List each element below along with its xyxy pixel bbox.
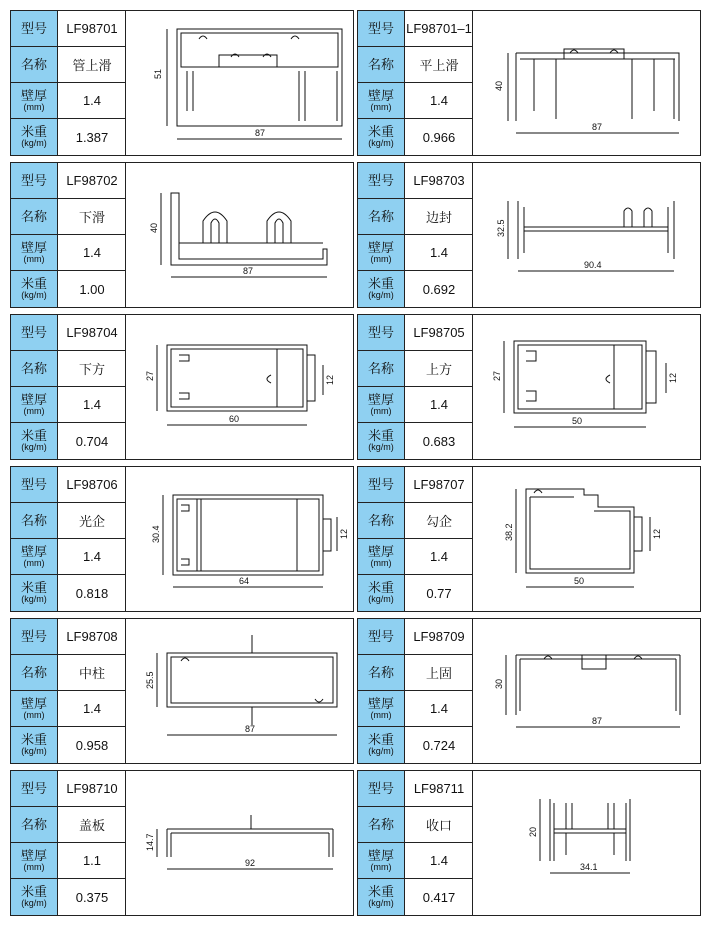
profile-section-drawing: [474, 467, 700, 611]
dimension-inner: 12: [668, 372, 678, 383]
label-name: 名称: [20, 208, 47, 224]
label-thickness-unit: (mm): [23, 861, 45, 872]
dimension-width: 50: [574, 576, 585, 586]
dimension-width: 60: [229, 414, 240, 424]
profile-card: [357, 466, 701, 612]
row-name: [11, 807, 126, 843]
row-model: [358, 619, 473, 655]
row-model: [11, 771, 126, 807]
spec-table: [11, 163, 126, 307]
row-weight: [11, 119, 126, 155]
weight-value: 0.966: [422, 129, 456, 145]
label-weight-unit: (kg/m): [368, 442, 394, 453]
spec-table: [358, 619, 473, 763]
profile-section-drawing: [474, 619, 700, 763]
label-thickness-unit: (mm): [23, 709, 45, 720]
model-value: LF98702: [66, 173, 118, 188]
dimension-width: 87: [243, 266, 254, 276]
spec-table: [358, 11, 473, 155]
spec-table: [11, 619, 126, 763]
name-value: 盖板: [78, 818, 105, 833]
row-name: [358, 655, 473, 691]
label-thickness: 壁厚: [20, 847, 47, 863]
label-model: 型号: [367, 172, 394, 188]
weight-value: 0.692: [422, 281, 456, 297]
label-model: 型号: [20, 628, 47, 644]
label-model: 型号: [367, 780, 394, 796]
dimension-width: 87: [245, 724, 256, 734]
label-thickness: 壁厚: [367, 543, 394, 559]
label-weight-unit: (kg/m): [368, 898, 394, 909]
label-thickness-unit: (mm): [370, 557, 392, 568]
label-name: 名称: [367, 664, 394, 680]
label-thickness: 壁厚: [20, 543, 47, 559]
spec-table: [358, 315, 473, 459]
thickness-value: 1.4: [82, 397, 102, 412]
weight-value: 0.704: [75, 433, 109, 449]
row-weight: [358, 423, 473, 459]
label-thickness-unit: (mm): [23, 101, 45, 112]
model-value: LF98701: [66, 21, 118, 36]
profile-section-drawing: [127, 771, 353, 915]
label-thickness-unit: (mm): [23, 557, 45, 568]
dimension-width: 34.1: [580, 862, 598, 872]
label-weight-unit: (kg/m): [368, 290, 394, 301]
label-weight: 米重: [20, 276, 47, 292]
label-weight-unit: (kg/m): [21, 138, 47, 149]
profile-drawing: [127, 163, 353, 307]
row-name: [11, 199, 126, 235]
row-weight: [358, 879, 473, 915]
label-weight: 米重: [367, 732, 394, 748]
dimension-width: 64: [239, 576, 250, 586]
profile-card: [10, 466, 354, 612]
label-weight-unit: (kg/m): [21, 898, 47, 909]
row-weight: [358, 271, 473, 307]
label-thickness-unit: (mm): [370, 405, 392, 416]
row-thickness: [11, 691, 126, 727]
label-weight-unit: (kg/m): [21, 290, 47, 301]
label-thickness: 壁厚: [367, 87, 394, 103]
dimension-height: 30.4: [151, 525, 161, 543]
label-weight-unit: (kg/m): [368, 746, 394, 757]
label-model: 型号: [20, 172, 47, 188]
dimension-height: 20: [528, 826, 538, 837]
spec-table: [11, 315, 126, 459]
dimension-height: 14.7: [145, 833, 155, 851]
profile-drawing: [127, 315, 353, 459]
label-name: 名称: [20, 56, 47, 72]
dimension-height: 40: [494, 80, 504, 91]
dimension-height: 27: [145, 370, 155, 381]
label-model: 型号: [367, 20, 394, 36]
name-value: 下滑: [78, 210, 105, 225]
profile-section-drawing: [127, 619, 353, 763]
row-weight: [358, 575, 473, 611]
profile-card: [10, 618, 354, 764]
row-model: [358, 11, 473, 47]
model-value: LF98704: [66, 325, 118, 340]
label-thickness: 壁厚: [367, 239, 394, 255]
name-value: 上方: [425, 362, 452, 377]
weight-value: 0.417: [422, 889, 456, 905]
spec-table: [11, 771, 126, 915]
model-value: LF98710: [66, 781, 118, 796]
row-thickness: [11, 843, 126, 879]
model-value: LF98703: [413, 173, 465, 188]
row-name: [358, 503, 473, 539]
row-thickness: [358, 387, 473, 423]
label-weight: 米重: [20, 580, 47, 596]
dimension-width: 90.4: [584, 260, 602, 270]
row-thickness: [358, 539, 473, 575]
model-value: LF98705: [413, 325, 465, 340]
dimension-inner: 12: [652, 528, 662, 539]
profile-section-drawing: [474, 315, 700, 459]
label-weight-unit: (kg/m): [368, 138, 394, 149]
dimension-width: 87: [592, 122, 603, 132]
thickness-value: 1.4: [82, 93, 102, 108]
dimension-height: 25.5: [145, 671, 155, 689]
label-weight: 米重: [367, 884, 394, 900]
weight-value: 0.818: [75, 585, 109, 601]
row-weight: [11, 575, 126, 611]
profile-card: [10, 10, 354, 156]
label-weight-unit: (kg/m): [21, 594, 47, 605]
label-thickness-unit: (mm): [370, 101, 392, 112]
dimension-height: 30: [494, 678, 504, 689]
profile-card: [357, 10, 701, 156]
weight-value: 0.77: [426, 585, 452, 601]
label-thickness: 壁厚: [20, 87, 47, 103]
profile-section-drawing: [127, 163, 353, 307]
spec-table: [358, 467, 473, 611]
model-value: LF98711: [413, 781, 465, 796]
spec-table: [11, 11, 126, 155]
label-thickness: 壁厚: [20, 239, 47, 255]
label-weight-unit: (kg/m): [21, 442, 47, 453]
label-name: 名称: [20, 664, 47, 680]
thickness-value: 1.4: [82, 701, 102, 716]
label-name: 名称: [20, 360, 47, 376]
name-value: 收口: [425, 818, 452, 833]
row-name: [358, 47, 473, 83]
profile-drawing: [474, 163, 700, 307]
row-weight: [358, 727, 473, 763]
weight-value: 0.958: [75, 737, 109, 753]
label-name: 名称: [367, 208, 394, 224]
row-model: [11, 163, 126, 199]
thickness-value: 1.1: [82, 853, 102, 868]
label-name: 名称: [367, 56, 394, 72]
weight-value: 0.375: [75, 889, 109, 905]
label-thickness-unit: (mm): [23, 253, 45, 264]
weight-value: 0.683: [422, 433, 456, 449]
name-value: 光企: [78, 514, 105, 529]
row-thickness: [358, 83, 473, 119]
thickness-value: 1.4: [429, 853, 449, 868]
profile-card: [10, 770, 354, 916]
label-model: 型号: [20, 780, 47, 796]
label-weight: 米重: [20, 124, 47, 140]
thickness-value: 1.4: [429, 93, 449, 108]
profile-drawing: [474, 11, 700, 155]
row-thickness: [358, 691, 473, 727]
profile-drawing: [127, 11, 353, 155]
weight-value: 0.724: [422, 737, 456, 753]
profile-section-drawing: [127, 11, 353, 155]
label-weight: 米重: [20, 884, 47, 900]
label-thickness-unit: (mm): [370, 861, 392, 872]
label-model: 型号: [20, 324, 47, 340]
dimension-height: 32.5: [496, 219, 506, 237]
row-weight: [11, 879, 126, 915]
profile-drawing: [474, 771, 700, 915]
row-name: [11, 351, 126, 387]
row-weight: [11, 727, 126, 763]
label-weight: 米重: [20, 732, 47, 748]
thickness-value: 1.4: [82, 549, 102, 564]
dimension-inner: 12: [339, 528, 349, 539]
name-value: 下方: [78, 362, 105, 377]
row-model: [11, 467, 126, 503]
profile-section-drawing: [474, 163, 700, 307]
label-model: 型号: [20, 20, 47, 36]
spec-table: [358, 163, 473, 307]
thickness-value: 1.4: [429, 549, 449, 564]
row-weight: [11, 423, 126, 459]
profile-section-drawing: [474, 11, 700, 155]
row-model: [358, 771, 473, 807]
thickness-value: 1.4: [82, 245, 102, 260]
profile-section-drawing: [127, 315, 353, 459]
label-weight-unit: (kg/m): [368, 594, 394, 605]
label-name: 名称: [20, 816, 47, 832]
dimension-height: 27: [492, 370, 502, 381]
dimension-width: 92: [245, 858, 256, 868]
model-value: LF98708: [66, 629, 118, 644]
profile-drawing: [474, 315, 700, 459]
row-model: [358, 467, 473, 503]
label-thickness: 壁厚: [20, 695, 47, 711]
profile-card: [357, 770, 701, 916]
dimension-width: 87: [255, 128, 266, 138]
name-value: 上固: [425, 666, 452, 681]
model-value: LF98706: [66, 477, 118, 492]
row-model: [11, 315, 126, 351]
row-name: [358, 199, 473, 235]
weight-value: 1.387: [75, 129, 109, 145]
name-value: 中柱: [78, 666, 105, 681]
row-thickness: [11, 83, 126, 119]
name-value: 平上滑: [419, 58, 459, 73]
model-value: LF98707: [413, 477, 465, 492]
row-thickness: [11, 235, 126, 271]
dimension-width: 50: [572, 416, 583, 426]
label-thickness-unit: (mm): [370, 253, 392, 264]
label-thickness: 壁厚: [20, 391, 47, 407]
model-value: LF98701–1: [406, 21, 472, 36]
dimension-width: 87: [592, 716, 603, 726]
profile-card: [357, 618, 701, 764]
label-name: 名称: [20, 512, 47, 528]
row-model: [11, 11, 126, 47]
model-value: LF98709: [413, 629, 465, 644]
row-name: [11, 47, 126, 83]
label-model: 型号: [367, 324, 394, 340]
row-weight: [358, 119, 473, 155]
spec-table: [358, 771, 473, 915]
label-weight: 米重: [367, 276, 394, 292]
profile-section-drawing: [127, 467, 353, 611]
row-thickness: [358, 235, 473, 271]
row-name: [11, 655, 126, 691]
label-name: 名称: [367, 512, 394, 528]
name-value: 勾企: [425, 514, 452, 529]
label-model: 型号: [20, 476, 47, 492]
dimension-height: 38.2: [504, 523, 514, 541]
profile-drawing: [127, 619, 353, 763]
label-weight: 米重: [367, 580, 394, 596]
spec-table: [11, 467, 126, 611]
row-thickness: [358, 843, 473, 879]
row-name: [358, 807, 473, 843]
profile-card: [357, 314, 701, 460]
profile-section-drawing: [474, 771, 700, 915]
row-model: [11, 619, 126, 655]
row-model: [358, 315, 473, 351]
label-name: 名称: [367, 816, 394, 832]
row-thickness: [11, 539, 126, 575]
label-thickness: 壁厚: [367, 847, 394, 863]
label-thickness-unit: (mm): [370, 709, 392, 720]
dimension-inner: 12: [325, 374, 335, 385]
thickness-value: 1.4: [429, 701, 449, 716]
profile-card: [10, 162, 354, 308]
label-weight: 米重: [20, 428, 47, 444]
row-model: [358, 163, 473, 199]
label-model: 型号: [367, 476, 394, 492]
profile-drawing: [474, 619, 700, 763]
thickness-value: 1.4: [429, 397, 449, 412]
row-thickness: [11, 387, 126, 423]
profile-card: [357, 162, 701, 308]
label-thickness: 壁厚: [367, 391, 394, 407]
profile-drawing: [127, 771, 353, 915]
label-weight: 米重: [367, 124, 394, 140]
thickness-value: 1.4: [429, 245, 449, 260]
row-name: [358, 351, 473, 387]
dimension-height: 40: [149, 222, 159, 233]
label-thickness: 壁厚: [367, 695, 394, 711]
profile-drawing: [474, 467, 700, 611]
name-value: 边封: [425, 210, 452, 225]
label-weight: 米重: [367, 428, 394, 444]
label-weight-unit: (kg/m): [21, 746, 47, 757]
profile-drawing: [127, 467, 353, 611]
label-name: 名称: [367, 360, 394, 376]
row-name: [11, 503, 126, 539]
label-thickness-unit: (mm): [23, 405, 45, 416]
row-weight: [11, 271, 126, 307]
name-value: 管上滑: [72, 58, 112, 73]
dimension-height: 51: [153, 68, 163, 79]
label-model: 型号: [367, 628, 394, 644]
profile-card: [10, 314, 354, 460]
weight-value: 1.00: [79, 281, 105, 297]
